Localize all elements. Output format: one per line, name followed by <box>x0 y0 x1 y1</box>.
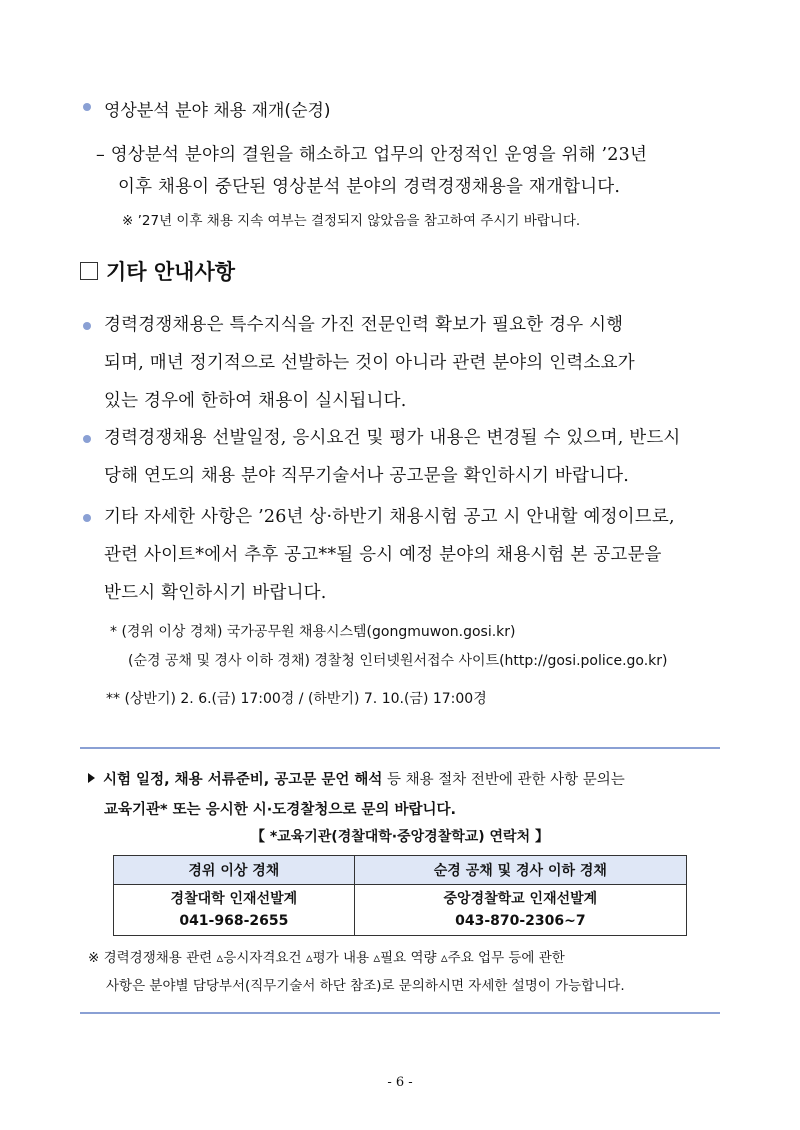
triangle-bullet-icon <box>88 773 95 783</box>
bullet-dot <box>83 103 91 111</box>
note-text: ※ ’27년 이후 채용 지속 여부는 결정되지 않았음을 참고하여 주시기 바랍니다. <box>122 213 581 229</box>
paragraph-line: 경력경쟁채용 선발일정, 응시요건 및 평가 내용은 변경될 수 있으며, 반드시 <box>104 428 681 448</box>
table-header: 순경 공채 및 경사 이하 경채 <box>354 856 686 885</box>
divider-top <box>80 747 720 749</box>
paragraph-line: 있는 경우에 한하여 채용이 실시됩니다. <box>104 391 407 411</box>
cell-line: 경찰대학 인재선발계 <box>170 891 298 907</box>
table-header-row <box>114 856 687 885</box>
intro-text: 등 채용 절차 전반에 관한 사항 문의는 <box>382 772 625 788</box>
page-number: - 6 - <box>387 1075 413 1090</box>
footnote: ** (상반기) 2. 6.(금) 17:00경 / (하반기) 7. 10.(금) 17:00경 <box>106 691 487 707</box>
table-caption: 【 *교육기관(경찰대학·중앙경찰학교) 연락처 】 <box>251 829 549 845</box>
paragraph-line: 이후 채용이 중단된 영상분석 분야의 경력경쟁채용을 재개합니다. <box>118 177 621 197</box>
bullet-dot <box>83 435 91 443</box>
table-cell <box>114 885 355 936</box>
contact-intro-line2: 교육기관* 또는 응시한 시·도경찰청으로 문의 바랍니다. <box>104 802 456 818</box>
divider-bottom <box>80 1012 720 1014</box>
section-title: 기타 안내사항 <box>106 260 236 284</box>
paragraph-line: – 영상분석 분야의 결원을 해소하고 업무의 안정적인 운영을 위해 ’23년 <box>96 145 648 165</box>
table-cell <box>354 885 686 936</box>
bullet-paragraph <box>104 419 681 495</box>
paragraph-line: 경력경쟁채용은 특수지식을 가진 전문인력 확보가 필요한 경우 시행 <box>104 315 624 335</box>
bullet-dot <box>83 514 91 522</box>
paragraph-line: 관련 사이트*에서 추후 공고**될 응시 예정 분야의 채용시험 본 공고문을 <box>104 545 662 565</box>
subsection-title: 영상분석 분야 채용 재개(순경) <box>104 101 331 121</box>
paragraph-line: 반드시 확인하시기 바랍니다. <box>104 583 327 603</box>
table-row <box>114 885 687 936</box>
section-checkbox-icon <box>80 262 98 280</box>
footnote: * (경위 이상 경채) 국가공무원 채용시스템(gongmuwon.gosi.kr) <box>110 624 516 640</box>
table-header: 경위 이상 경채 <box>114 856 355 885</box>
bullet-dot <box>83 322 91 330</box>
contact-table <box>113 855 687 936</box>
bullet-paragraph <box>104 498 675 612</box>
footnote: (순경 공채 및 경사 이하 경채) 경찰청 인터넷원서접수 사이트(http://gosi.police.go.kr) <box>128 653 668 669</box>
paragraph-line: 기타 자세한 사항은 ’26년 상·하반기 채용시험 공고 시 안내할 예정이므로, <box>104 507 675 527</box>
contact-intro <box>88 768 625 789</box>
bullet-paragraph <box>104 306 635 420</box>
contact-note: ※ 경력경쟁채용 관련 ▵응시자격요건 ▵평가 내용 ▵필요 역량 ▵주요 업무 등에 관한 <box>88 950 565 966</box>
intro-bold: 시험 일정, 채용 서류준비, 공고문 문언 해석 <box>103 772 383 788</box>
contact-note: 사항은 분야별 담당부서(직무기술서 하단 참조)로 문의하시면 자세한 설명이 가능합니다. <box>106 978 625 994</box>
paragraph-line: 당해 연도의 채용 분야 직무기술서나 공고문을 확인하시기 바랍니다. <box>104 466 630 486</box>
paragraph-line: 되며, 매년 정기적으로 선발하는 것이 아니라 관련 분야의 인력소요가 <box>104 353 635 373</box>
cell-line: 중앙경찰학교 인재선발계 <box>443 891 598 907</box>
cell-line: 041-968-2655 <box>179 913 289 929</box>
cell-line: 043-870-2306~7 <box>455 913 586 929</box>
